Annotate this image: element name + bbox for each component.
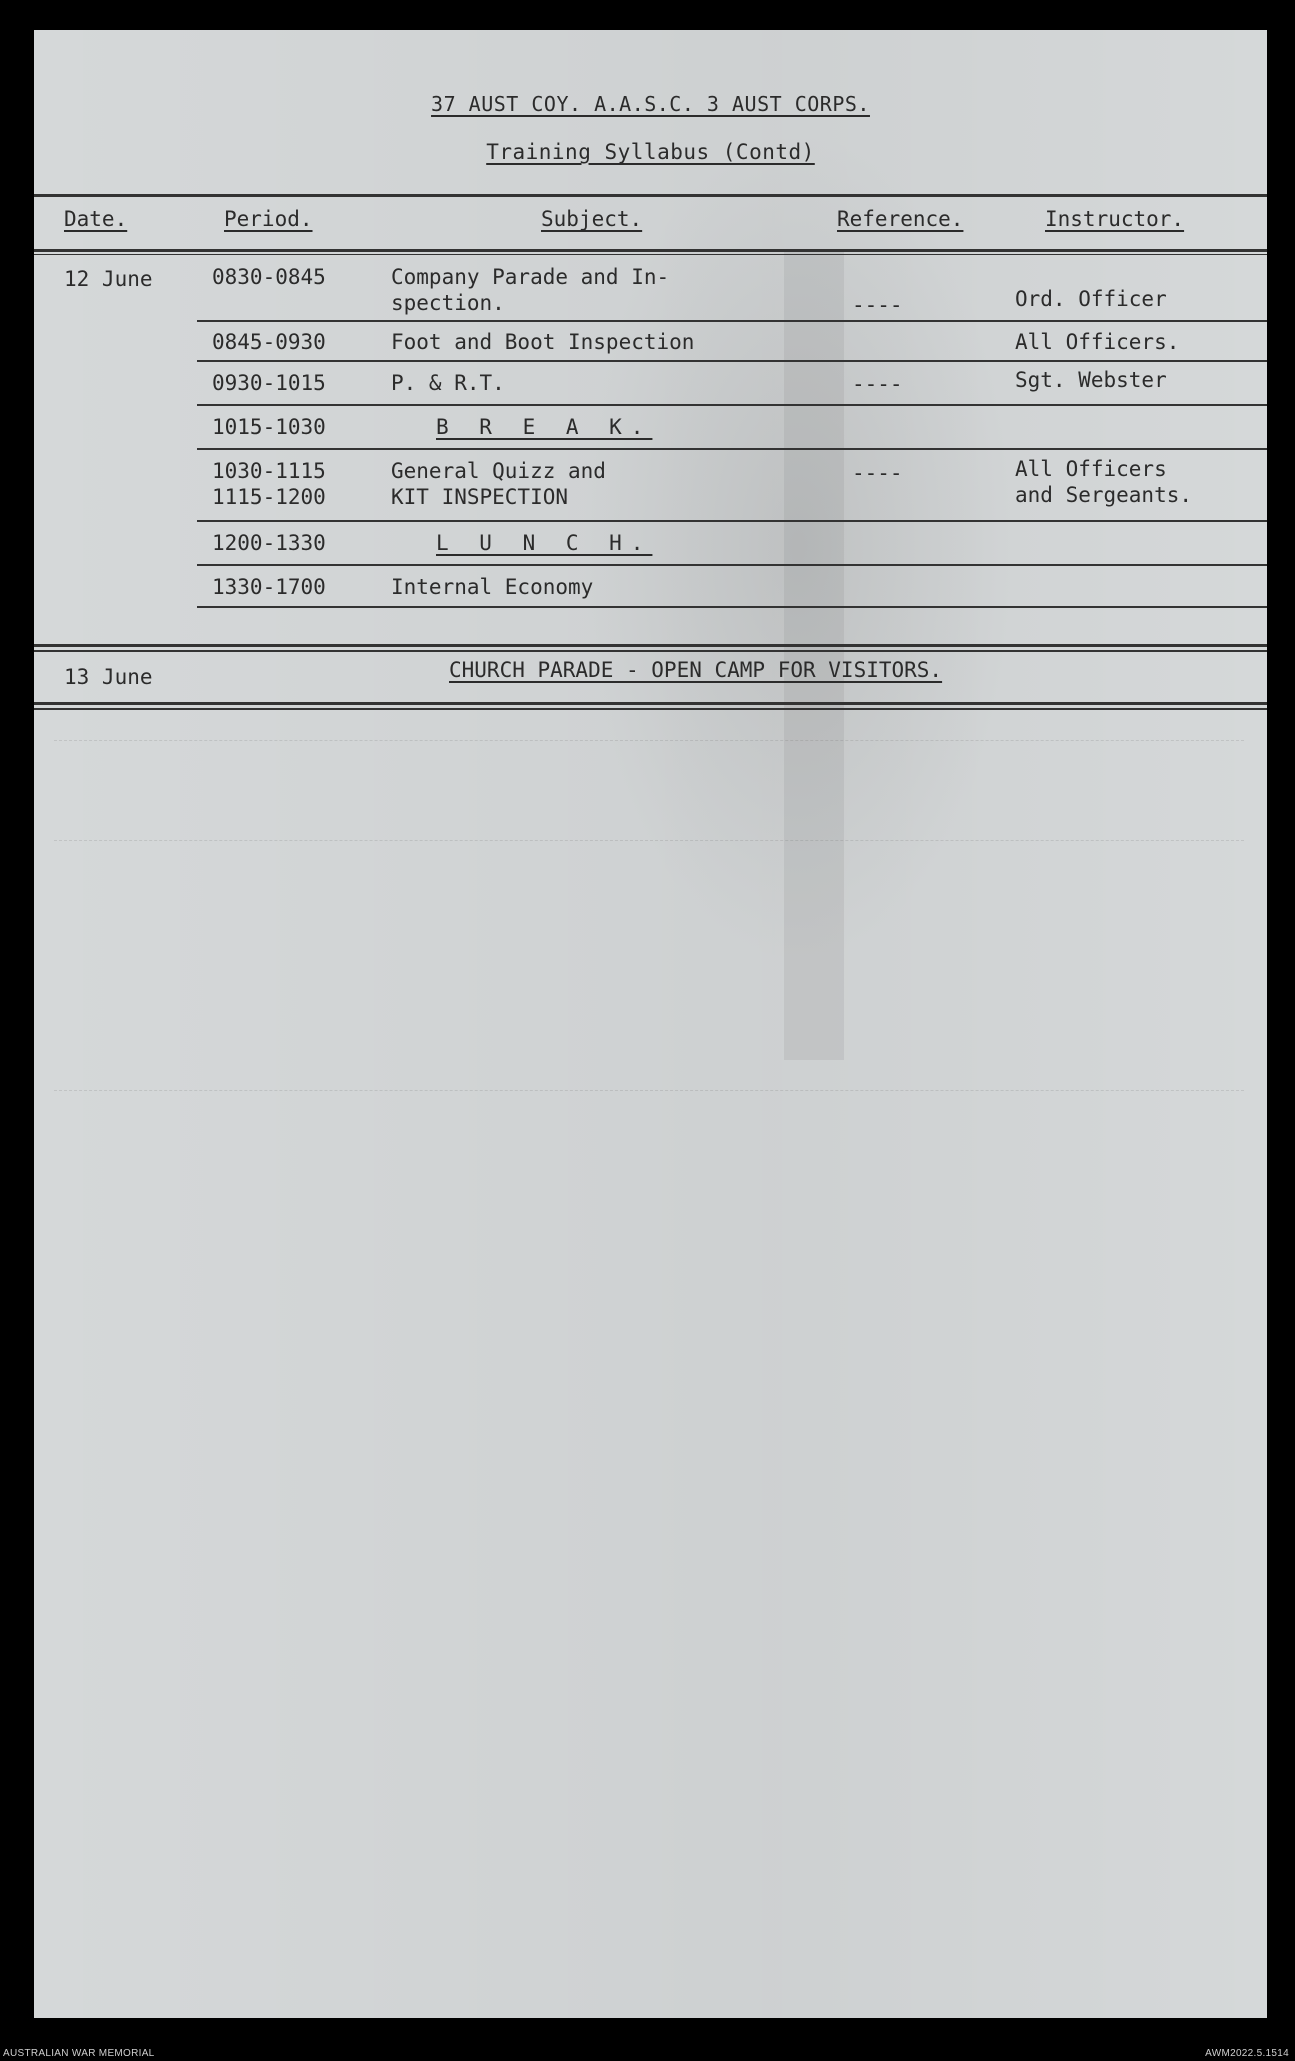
- row-period: 1330-1700: [212, 575, 326, 599]
- row-subject: Internal Economy: [391, 575, 594, 599]
- header-bottom-rule: [34, 249, 1267, 252]
- footer-accession-number: AWM2022.5.1514: [1205, 2048, 1289, 2059]
- row-rule: [197, 606, 1267, 608]
- document-subtitle: Training Syllabus (Contd): [486, 140, 815, 164]
- row-period: 0845-0930: [212, 330, 326, 354]
- date-12-june: 12 June: [64, 267, 153, 291]
- day-separator-rule: [34, 644, 1267, 647]
- break-label: B R E A K.: [436, 415, 653, 439]
- date-13-june: 13 June: [64, 665, 153, 689]
- header-period: Period.: [224, 207, 313, 231]
- table-bottom-rule-2: [34, 708, 1267, 710]
- row-rule: [197, 360, 1267, 362]
- footer-institution: AUSTRALIAN WAR MEMORIAL: [3, 2048, 155, 2059]
- row-rule: [197, 448, 1267, 450]
- lunch-label: L U N C H.: [436, 531, 653, 555]
- row-subject: Company Parade and In-: [391, 265, 670, 289]
- row-instructor: Ord. Officer: [1015, 287, 1167, 311]
- row-rule: [197, 564, 1267, 566]
- table-top-rule: [34, 194, 1267, 197]
- row-period: 1015-1030: [212, 415, 326, 439]
- header-bottom-rule-2: [34, 254, 1267, 255]
- row-period-cont: 1115-1200: [212, 485, 326, 509]
- show-through-line: [54, 740, 1244, 741]
- row-subject: Foot and Boot Inspection: [391, 330, 695, 354]
- row-subject-cont: KIT INSPECTION: [391, 485, 569, 509]
- document-title: 37 AUST COY. A.A.S.C. 3 AUST CORPS.: [431, 92, 870, 116]
- row-subject: General Quizz and: [391, 459, 606, 483]
- document-page: [34, 30, 1267, 2018]
- table-bottom-rule: [34, 702, 1267, 705]
- row-instructor: Sgt. Webster: [1015, 368, 1167, 392]
- row-instructor-cont: and Sergeants.: [1015, 483, 1193, 507]
- header-subject: Subject.: [541, 207, 643, 231]
- show-through-line: [54, 1090, 1244, 1091]
- row-instructor: All Officers: [1015, 457, 1167, 481]
- row-reference: ----: [852, 372, 903, 396]
- day-separator-rule-2: [34, 650, 1267, 652]
- row-instructor: All Officers.: [1015, 330, 1180, 354]
- row-period: 0930-1015: [212, 371, 326, 395]
- header-instructor: Instructor.: [1045, 207, 1185, 231]
- header-reference: Reference.: [837, 207, 964, 231]
- row-period: 1030-1115: [212, 459, 326, 483]
- paper-stain: [784, 250, 844, 1060]
- row-period: 0830-0845: [212, 265, 326, 289]
- row-reference: ----: [852, 461, 903, 485]
- row-subject: P. & R.T.: [391, 371, 505, 395]
- show-through-line: [54, 840, 1244, 841]
- header-date: Date.: [64, 207, 128, 231]
- row-subject-cont: spection.: [391, 291, 505, 315]
- row-rule: [197, 520, 1267, 522]
- church-parade-note: CHURCH PARADE - OPEN CAMP FOR VISITORS.: [449, 658, 943, 682]
- row-reference: ----: [852, 293, 903, 317]
- row-period: 1200-1330: [212, 531, 326, 555]
- row-rule: [197, 404, 1267, 406]
- row-rule: [197, 320, 1267, 322]
